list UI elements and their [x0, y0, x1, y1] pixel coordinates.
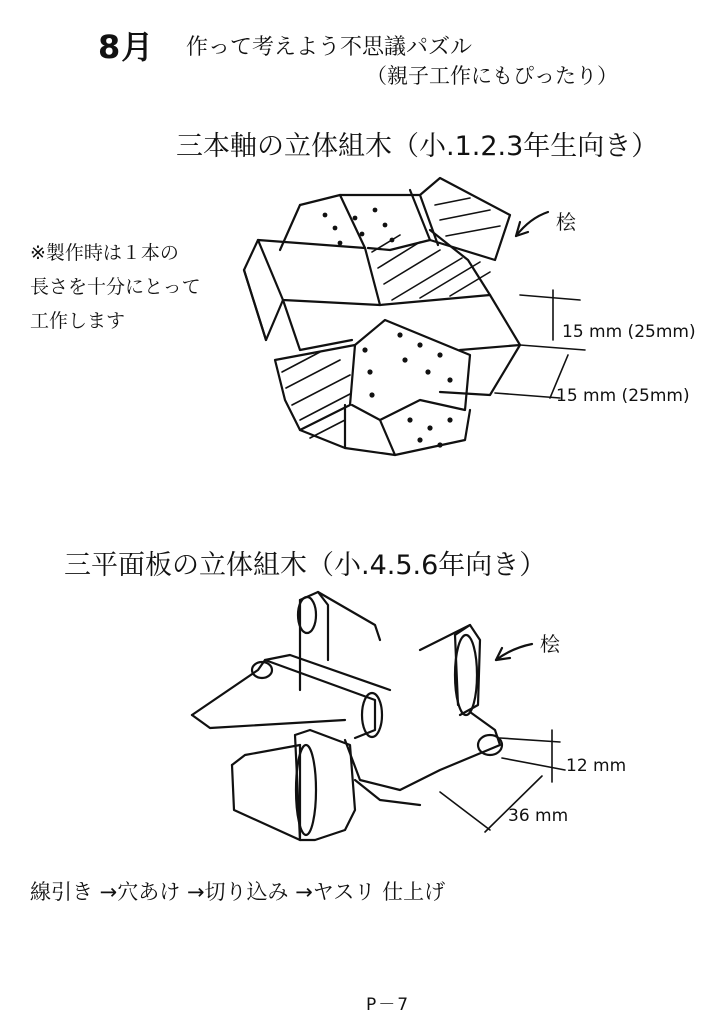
- section2-title: 三平面板の立体組木（小.4.5.6年向き）: [64, 550, 547, 581]
- section2-wood-label: 桧: [540, 632, 560, 656]
- work-steps: 線引き →穴あけ →切り込み →ヤスリ 仕上げ: [30, 880, 446, 904]
- three-stick-burr-drawing: [244, 178, 585, 455]
- worksheet-title: 作って考えよう不思議パズル: [186, 35, 473, 60]
- month-label: 8月: [98, 28, 155, 66]
- section1-dimension-top: 15 mm (25mm): [562, 322, 696, 342]
- page-number: P－7: [366, 995, 411, 1015]
- note-line-2: 長さを十分にとって: [30, 276, 201, 298]
- note-line-1: ※製作時は１本の: [30, 242, 179, 264]
- worksheet-subtitle: （親子工作にもぴったり）: [366, 64, 618, 88]
- section1-wood-label: 桧: [556, 210, 576, 234]
- section2-dimension-thickness: 12 mm: [566, 756, 627, 776]
- section1-title: 三本軸の立体組木（小.1.2.3年生向き）: [176, 131, 659, 162]
- three-plane-board-drawing: [192, 592, 565, 840]
- hatched-faces: [282, 198, 500, 438]
- section1-dimension-bottom: 15 mm (25mm): [556, 386, 690, 406]
- note-line-3: 工作します: [30, 310, 126, 332]
- dotted-face-top: [323, 208, 395, 246]
- dotted-face-bottom: [362, 332, 452, 447]
- section2-dimension-width: 36 mm: [508, 806, 569, 826]
